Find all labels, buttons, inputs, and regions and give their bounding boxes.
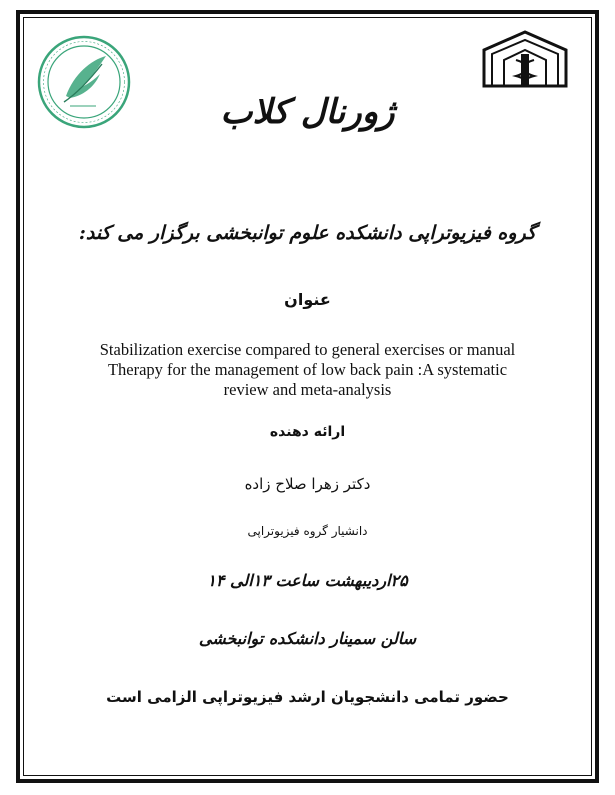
attendance-notice: حضور تمامی دانشجویان ارشد فیزیوتراپی الزامی است [106,688,509,706]
subject-label: عنوان [284,290,331,309]
presenter-label: ارائه دهنده [269,424,346,440]
organizer-line: گروه فیزیوتراپی دانشکده علوم توانبخشی برگزار می کند: [78,222,537,244]
event-venue: سالن سمینار دانشکده توانبخشی [198,629,417,648]
presenter-role: دانشیار گروه فیزیوتراپی [247,524,368,538]
paper-title-line: review and meta-analysis [223,380,392,399]
paper-title-line: Therapy for the management of low back pain :A systematic [107,360,508,379]
paper-title [40,340,575,400]
event-datetime: ۲۵اردیبهشت ساعت ۱۳الی ۱۴ [207,571,408,590]
presenter-name: دکتر زهرا صلاح زاده [244,475,371,493]
paper-title-line: Stabilization exercise compared to general exercises or manual [99,340,516,359]
page-title: ژورنال کلاب [220,92,395,132]
